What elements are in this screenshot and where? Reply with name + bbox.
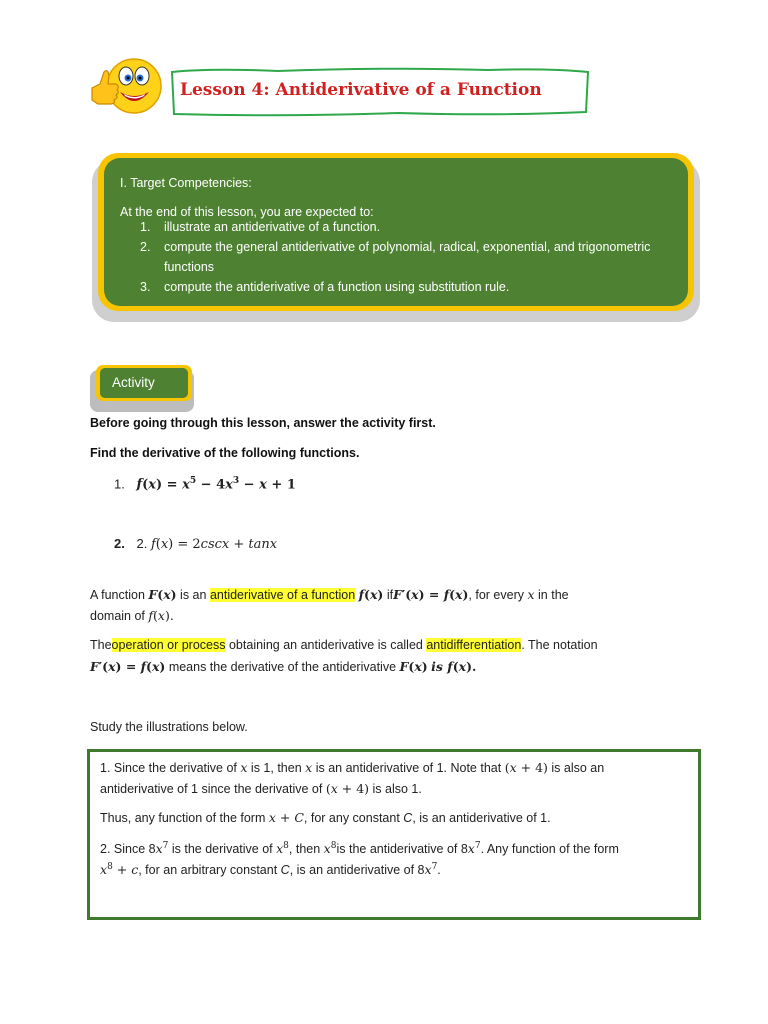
highlighted-term: antidifferentiation xyxy=(426,638,522,652)
competency-text: illustrate an antiderivative of a function. xyxy=(164,220,381,234)
study-prompt: Study the illustrations below. xyxy=(90,720,248,734)
text: C xyxy=(280,863,290,878)
text: , for any constant xyxy=(303,811,400,825)
text: if xyxy=(386,588,394,602)
text: is also 1. xyxy=(372,782,422,796)
text: obtaining an antiderivative is called xyxy=(228,638,423,652)
text: C xyxy=(403,811,413,825)
notation-paragraph xyxy=(90,638,598,652)
text: means the derivative of the antiderivative xyxy=(168,660,397,674)
text: 1. Since the derivative of xyxy=(100,761,237,775)
illustration-line: 2. Since $8x^7$ is the derivative of $x^8$, then $x^8is$ the antiderivative of $8x^7$. Any function of the form xyxy=(100,841,619,857)
text: . The notation xyxy=(521,638,598,652)
competencies-intro: At the end of this lesson, you are expected to: xyxy=(120,205,374,219)
notation-paragraph: F′(x) = f(x) means the derivative of the antiderivative F(x) is f(x). xyxy=(90,659,477,674)
activity-instruction: Find the derivative of the following functions. xyxy=(90,446,360,460)
exercise-item: 1. $f(x) = x^5 - 4x^3 - x + 1$ xyxy=(114,476,296,493)
exercise-equation: f xyxy=(136,477,143,493)
text: , is an antiderivative of 8 xyxy=(289,863,425,878)
text: Thus, any function of the form xyxy=(100,811,266,825)
text: is also an xyxy=(551,761,605,775)
illustration-line: Thus, any function of the form x + C, for any constant C, is an antiderivative of 1. xyxy=(100,810,551,825)
competencies-heading: I. Target Competencies: xyxy=(120,176,252,190)
text: is the antiderivative of 8 xyxy=(336,842,468,857)
exercise-item: 2. 2. f(x) = 2cscx + tanx xyxy=(114,536,278,552)
text: is an xyxy=(180,588,207,602)
competency-text: functions xyxy=(164,260,215,274)
thumbs-up-smiley-icon xyxy=(86,54,166,118)
text: antiderivative of 1 since the derivative of xyxy=(100,782,323,796)
activity-badge: Activity xyxy=(100,368,188,398)
competency-text: compute the antiderivative of a function using substitution rule. xyxy=(164,280,510,294)
page-title: Lesson 4: Antiderivative of a Function xyxy=(180,80,542,100)
text: , for an arbitrary constant xyxy=(138,863,278,878)
text: A function xyxy=(90,588,145,602)
exercise-prefix: 2. xyxy=(136,536,148,551)
highlighted-term: antiderivative of a function xyxy=(209,588,356,602)
text: , for every xyxy=(468,588,524,602)
text: in the xyxy=(538,588,569,602)
text: The xyxy=(90,638,112,652)
text: is the derivative of xyxy=(171,842,273,857)
text: is 1, then xyxy=(250,761,302,775)
competency-number: 3. xyxy=(140,280,151,294)
text: 2. Since 8 xyxy=(100,842,156,857)
illustration-line: 1. Since the derivative of x is 1, then x is an antiderivative of 1. Note that (x + 4) is also an xyxy=(100,760,605,775)
exercise-number: 1. xyxy=(114,476,125,492)
competency-number: 1. xyxy=(140,220,151,234)
competency-number: 2. xyxy=(140,240,151,254)
definition-paragraph: domain of f(x). xyxy=(90,608,174,623)
text: is an antiderivative of 1. Note that xyxy=(315,761,502,775)
text: . Any function of the form xyxy=(480,842,619,857)
exercise-equation: f xyxy=(150,537,156,552)
text: domain of xyxy=(90,609,145,623)
competency-text: compute the general antiderivative of polynomial, radical, exponential, and trigonometric xyxy=(164,240,651,254)
text: , then xyxy=(288,842,321,857)
activity-instruction: Before going through this lesson, answer the activity first. xyxy=(90,416,436,430)
illustration-line: $x^8 + c$, for an arbitrary constant C, is an antiderivative of $8x^7$. xyxy=(100,862,441,878)
definition-paragraph: A function F(x) is an antiderivative of a function f(x) ifF′(x) = f(x), for every x in the xyxy=(90,587,569,602)
illustration-line: antiderivative of 1 since the derivative of (x + 4) is also 1. xyxy=(100,781,422,796)
text: , is an antiderivative of 1. xyxy=(412,811,551,825)
exercise-number: 2. xyxy=(114,536,125,551)
highlighted-term: operation or process xyxy=(111,638,226,652)
